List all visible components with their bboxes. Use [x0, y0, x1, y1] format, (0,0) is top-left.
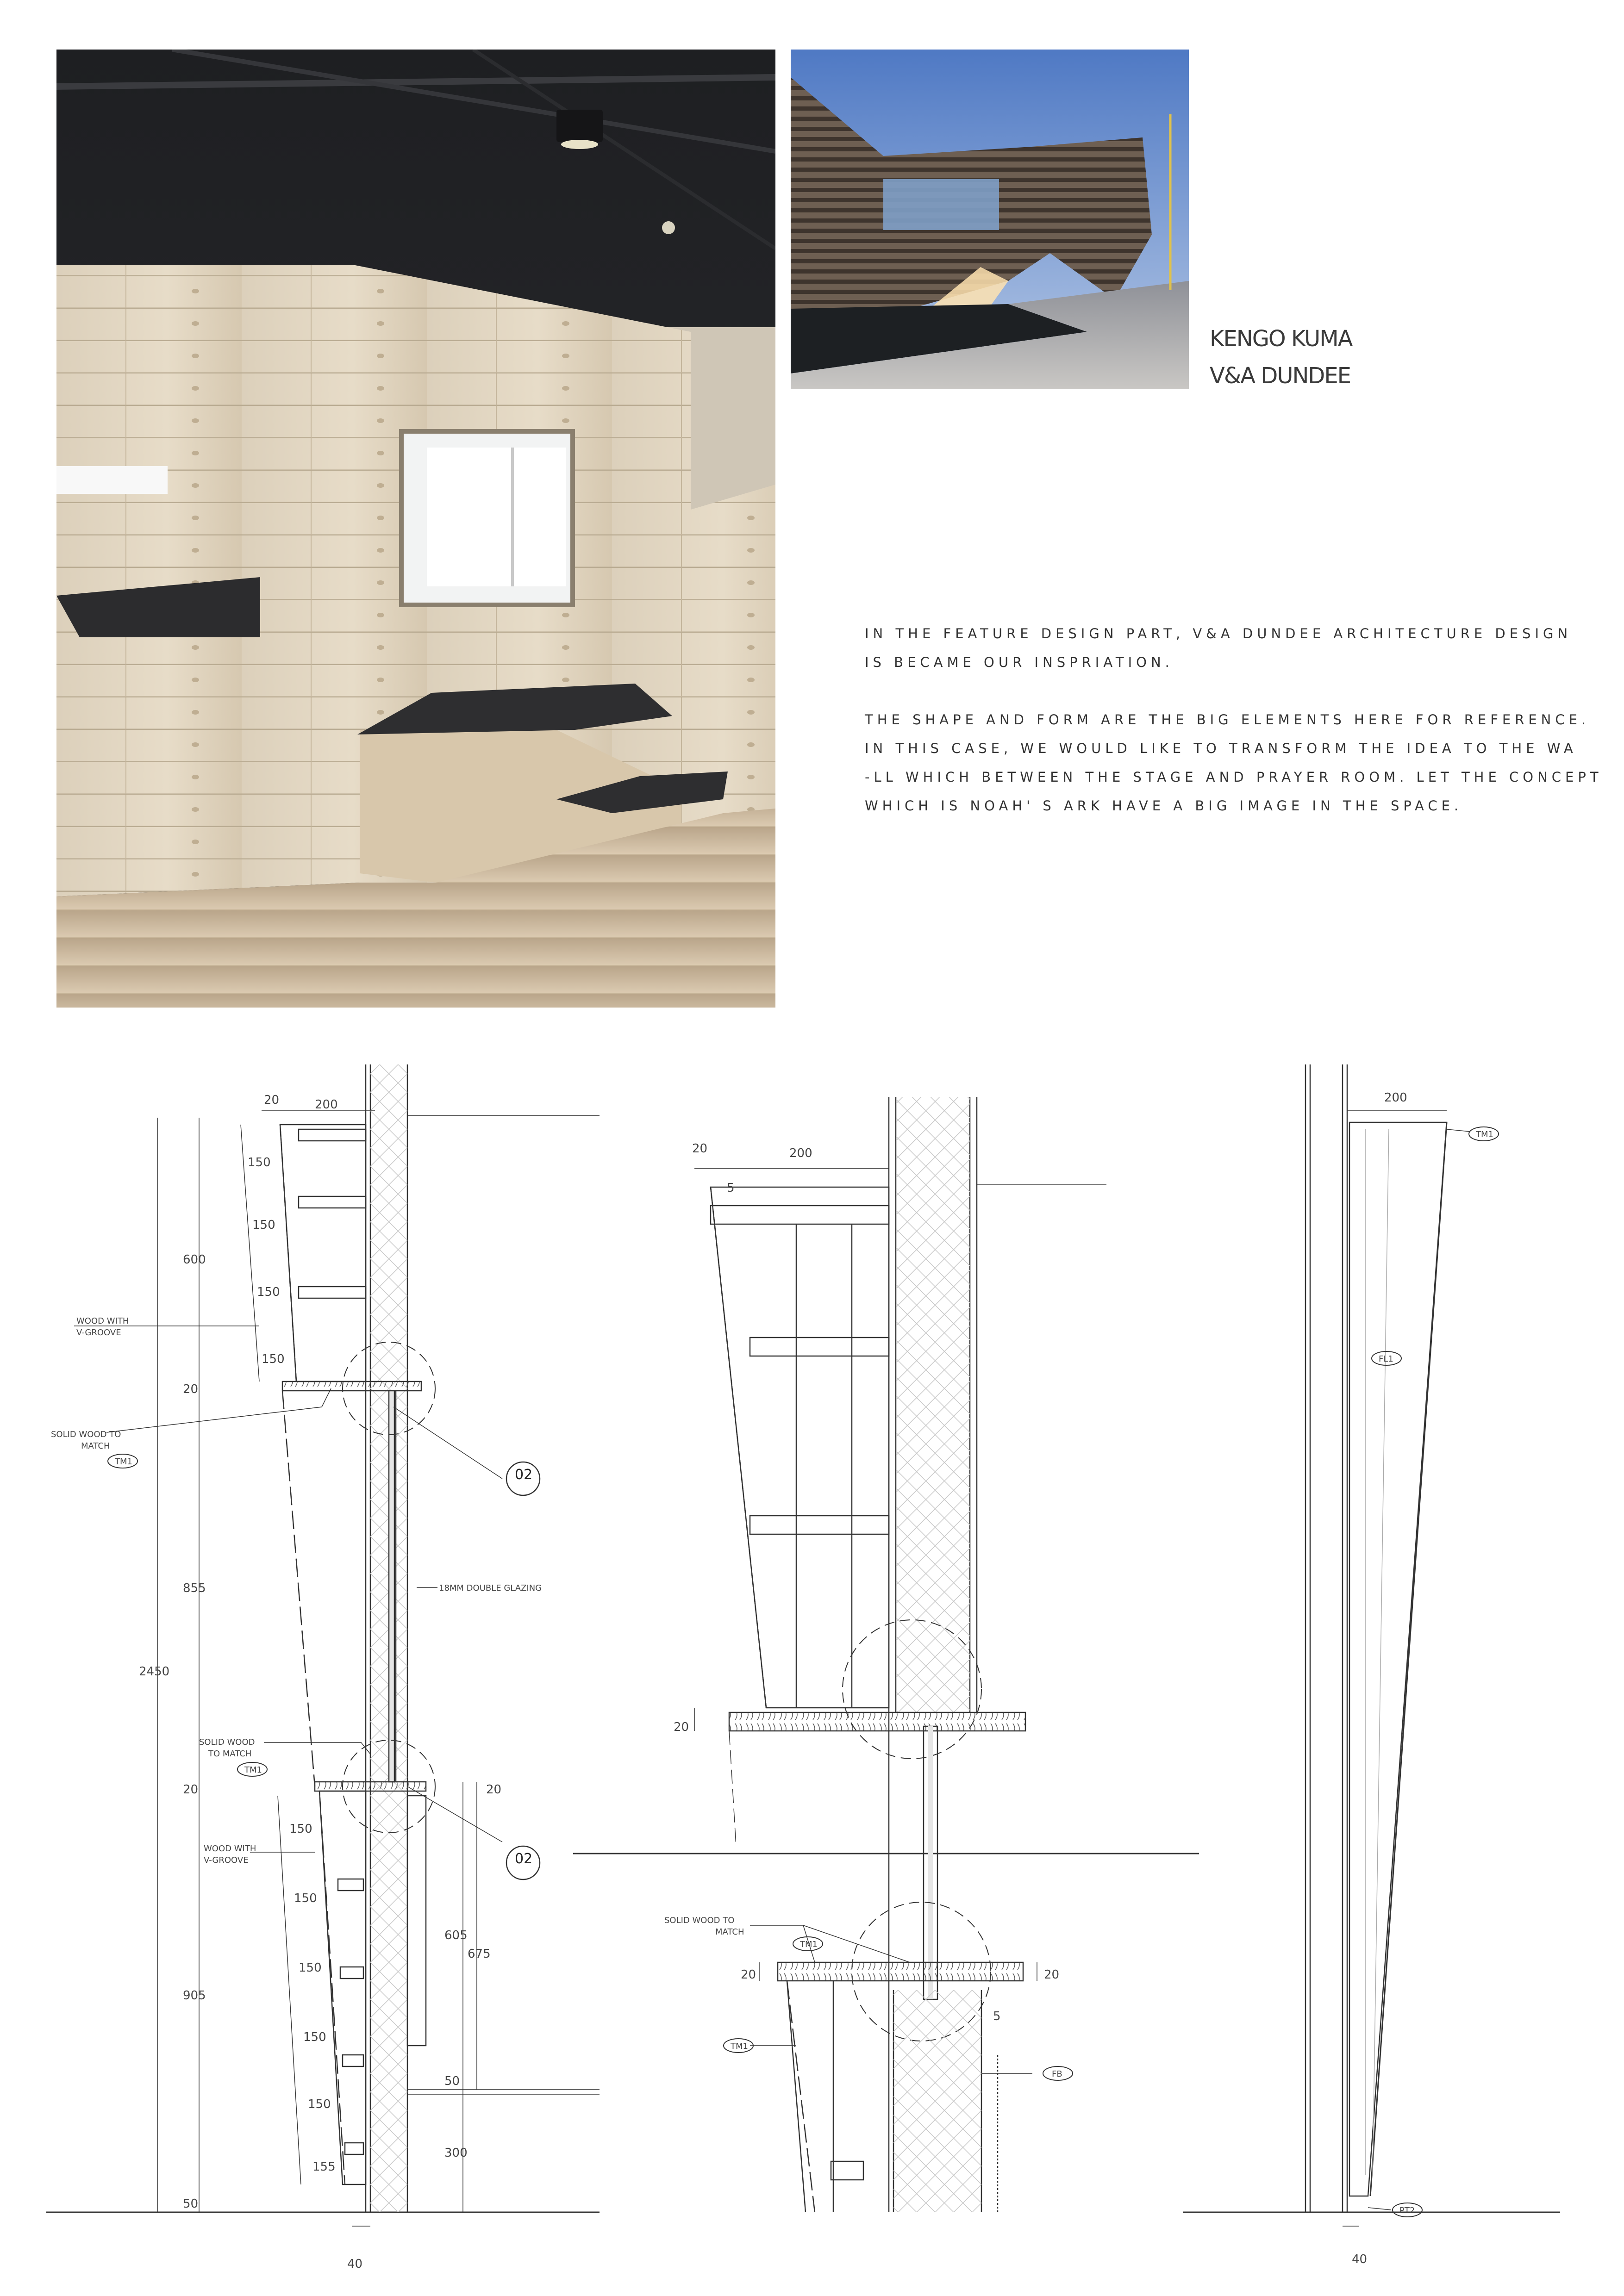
dim-label: 20	[741, 1968, 756, 1982]
dim-label: 150	[299, 1961, 322, 1975]
tag-label: PT2	[1399, 2206, 1415, 2215]
note-label: WOOD WITH	[76, 1316, 129, 1326]
dim-label: 5	[993, 2010, 1001, 2023]
drawing-2	[573, 1097, 1199, 2212]
description-line: IS BECAME OUR INSPRIATION.	[865, 654, 1174, 670]
tag-label: TM1	[1476, 1130, 1493, 1139]
dim-label: 40	[1352, 2252, 1368, 2266]
dim-label: 150	[257, 1285, 280, 1299]
dim-label: 5	[727, 1181, 735, 1195]
description-line: -LL WHICH BETWEEN THE STAGE AND PRAYER ROOM. LET THE CONCEPT	[865, 769, 1603, 785]
note-label: TO MATCH	[208, 1749, 252, 1759]
dim-label: 905	[183, 1989, 206, 2003]
dim-label: 150	[252, 1218, 275, 1232]
dim-label: 200	[315, 1098, 338, 1112]
description-line: IN THE FEATURE DESIGN PART, V&A DUNDEE ARCHITECTURE DESIGN	[865, 626, 1572, 641]
dim-label: 150	[294, 1892, 317, 1905]
note-label: WOOD WITH	[204, 1844, 256, 1854]
building-name: V&A DUNDEE	[1210, 363, 1350, 389]
dim-label: 150	[248, 1156, 271, 1170]
dim-label: 150	[289, 1822, 312, 1836]
dim-label: 20	[264, 1093, 280, 1107]
dim-label: 675	[468, 1947, 491, 1961]
dim-label: 50	[444, 2074, 460, 2088]
dim-label: 600	[183, 1253, 206, 1267]
dim-label: 20	[183, 1382, 199, 1396]
note-label: V-GROOVE	[76, 1328, 121, 1338]
description-line: IN THIS CASE, WE WOULD LIKE TO TRANSFORM THE IDEA TO THE WA	[865, 740, 1577, 756]
dim-label: 855	[183, 1581, 206, 1595]
dim-label: 150	[308, 2097, 331, 2111]
tag-label: FL1	[1379, 1354, 1393, 1364]
dim-label: 20	[486, 1783, 502, 1797]
drawing-3	[1183, 1064, 1560, 2226]
dim-label: 20	[692, 1142, 708, 1156]
detail-callout: 02	[515, 1467, 533, 1483]
note-label: MATCH	[81, 1441, 110, 1451]
dim-label: 155	[312, 2160, 336, 2174]
description-line: THE SHAPE AND FORM ARE THE BIG ELEMENTS HERE FOR REFERENCE.	[865, 712, 1590, 728]
dim-label: 20	[183, 1783, 199, 1797]
dim-label: 2450	[139, 1665, 170, 1679]
note-label: SOLID WOOD	[199, 1737, 255, 1747]
description-line: WHICH IS NOAH' S ARK HAVE A BIG IMAGE IN THE SPACE.	[865, 798, 1463, 814]
dim-label: 20	[1044, 1968, 1060, 1982]
dim-label: 40	[347, 2257, 363, 2271]
dim-label: 150	[303, 2030, 326, 2044]
dim-label: 200	[1384, 1091, 1407, 1105]
dim-label: 300	[444, 2146, 468, 2160]
dim-label: 20	[674, 1720, 689, 1734]
drawing-1	[46, 1064, 600, 2226]
dim-label: 50	[183, 2197, 199, 2211]
note-label: V-GROOVE	[204, 1855, 249, 1865]
tag-label: TM1	[115, 1457, 132, 1467]
note-label: SOLID WOOD TO	[51, 1430, 121, 1439]
tag-label: TM1	[800, 1940, 818, 1949]
dim-label: 605	[444, 1929, 468, 1942]
detail-callout: 02	[515, 1851, 533, 1867]
dim-label: 150	[262, 1352, 285, 1366]
dim-label: 200	[789, 1146, 812, 1160]
tag-label: FB	[1052, 2069, 1062, 2079]
architect-name: KENGO KUMA	[1210, 326, 1352, 352]
tag-label: TM1	[731, 2041, 748, 2051]
tag-label: TM1	[244, 1765, 262, 1775]
note-label: MATCH	[715, 1927, 744, 1937]
note-label: 18MM DOUBLE GLAZING	[439, 1583, 542, 1593]
note-label: SOLID WOOD TO	[664, 1916, 735, 1925]
